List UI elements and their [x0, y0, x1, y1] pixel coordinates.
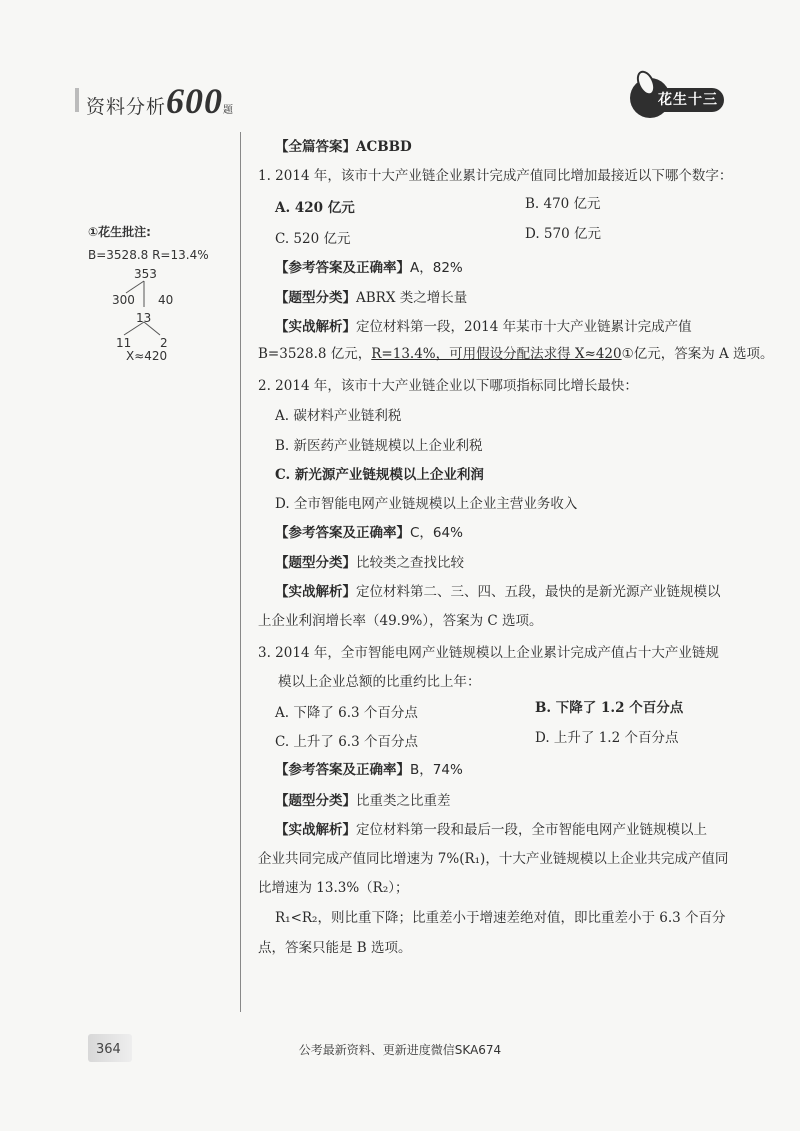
q1-type: 【题型分类】ABRX 类之增长量 [275, 290, 468, 306]
q3-type: 【题型分类】比重类之比重差 [275, 793, 451, 809]
q2-option-b: B. 新医药产业链规模以上企业利税 [275, 438, 483, 454]
column-divider [240, 132, 241, 1012]
q1-reference: 【参考答案及正确率】A，82% [275, 260, 463, 276]
q3-option-b: B. 下降了 1.2 个百分点 [535, 700, 684, 716]
q3-option-d: D. 上升了 1.2 个百分点 [535, 730, 679, 746]
q3-analysis-1: 【实战解析】定位材料第一段和最后一段，全市智能电网产业链规模以上 [275, 822, 707, 838]
q3-stem-2: 模以上企业总额的比重约比上年： [278, 674, 481, 690]
q1-analysis-2: B=3528.8 亿元，R=13.4%，可用假设分配法求得 X≈420①亿元，答案为 A 选项。 [258, 346, 774, 362]
q3-analysis-4: R₁<R₂，则比重下降；比重差小于增速差绝对值，即比重差小于 6.3 个百分 [275, 910, 726, 926]
q3-analysis-3: 比增速为 13.3%（R₂）； [258, 880, 409, 896]
tree-left2: 11 [116, 336, 132, 350]
q2-option-c: C. 新光源产业链规模以上企业利润 [275, 467, 484, 483]
tree-root: 353 [134, 267, 157, 281]
q1-option-a: A. 420 亿元 [275, 200, 355, 216]
brand-logo: 花生十三 [630, 70, 725, 120]
q2-option-d: D. 全市智能电网产业链规模以上企业主营业务收入 [275, 496, 578, 512]
q1-stem: 1. 2014 年，该市十大产业链企业累计完成产值同比增加最接近以下哪个数字： [258, 168, 733, 184]
tree-right: 40 [158, 293, 174, 307]
q1-option-c: C. 520 亿元 [275, 231, 351, 247]
q2-analysis-2: 上企业利润增长率（49.9%），答案为 C 选项。 [258, 613, 543, 629]
header-accent-bar [75, 88, 79, 112]
q2-type: 【题型分类】比较类之查找比较 [275, 555, 464, 571]
footer-note: 公考最新资料、更新进度微信SKA674 [298, 1043, 502, 1057]
page-number: 364 [96, 1042, 121, 1057]
q2-reference: 【参考答案及正确率】C，64% [275, 525, 463, 541]
q3-analysis-5: 点，答案只能是 B 选项。 [258, 940, 412, 956]
tree-mid: 13 [136, 311, 152, 325]
q2-option-a: A. 碳材料产业链利税 [275, 408, 402, 424]
all-answers: 【全篇答案】ACBBD [275, 139, 412, 155]
q1-option-d: D. 570 亿元 [525, 226, 601, 242]
tree-right2: 2 [160, 336, 168, 350]
q2-analysis-1: 【实战解析】定位材料第二、三、四、五段，最快的是新光源产业链规模以 [275, 584, 721, 600]
tree-left: 300 [112, 293, 135, 307]
side-note-heading: ①花生批注: [88, 225, 151, 239]
q3-reference: 【参考答案及正确率】B，74% [275, 762, 463, 778]
q2-stem: 2. 2014 年，该市十大产业链企业以下哪项指标同比增长最快： [258, 378, 638, 394]
q1-option-b: B. 470 亿元 [525, 196, 601, 212]
q3-analysis-2: 企业共同完成产值同比增速为 7%(R₁)，十大产业链规模以上企业共完成产值同 [258, 851, 729, 867]
tree-result: X≈420 [126, 349, 168, 363]
q1-analysis-1: 【实战解析】定位材料第一段，2014 年某市十大产业链累计完成产值 [275, 319, 692, 335]
side-note-formula: B=3528.8 R=13.4% [88, 248, 209, 262]
q3-stem-1: 3. 2014 年，全市智能电网产业链规模以上企业累计完成产值占十大产业链规 [258, 645, 719, 661]
q3-option-c: C. 上升了 6.3 个百分点 [275, 734, 418, 750]
book-title: 资料分析600题 [86, 81, 235, 121]
q3-option-a: A. 下降了 6.3 个百分点 [275, 705, 418, 721]
